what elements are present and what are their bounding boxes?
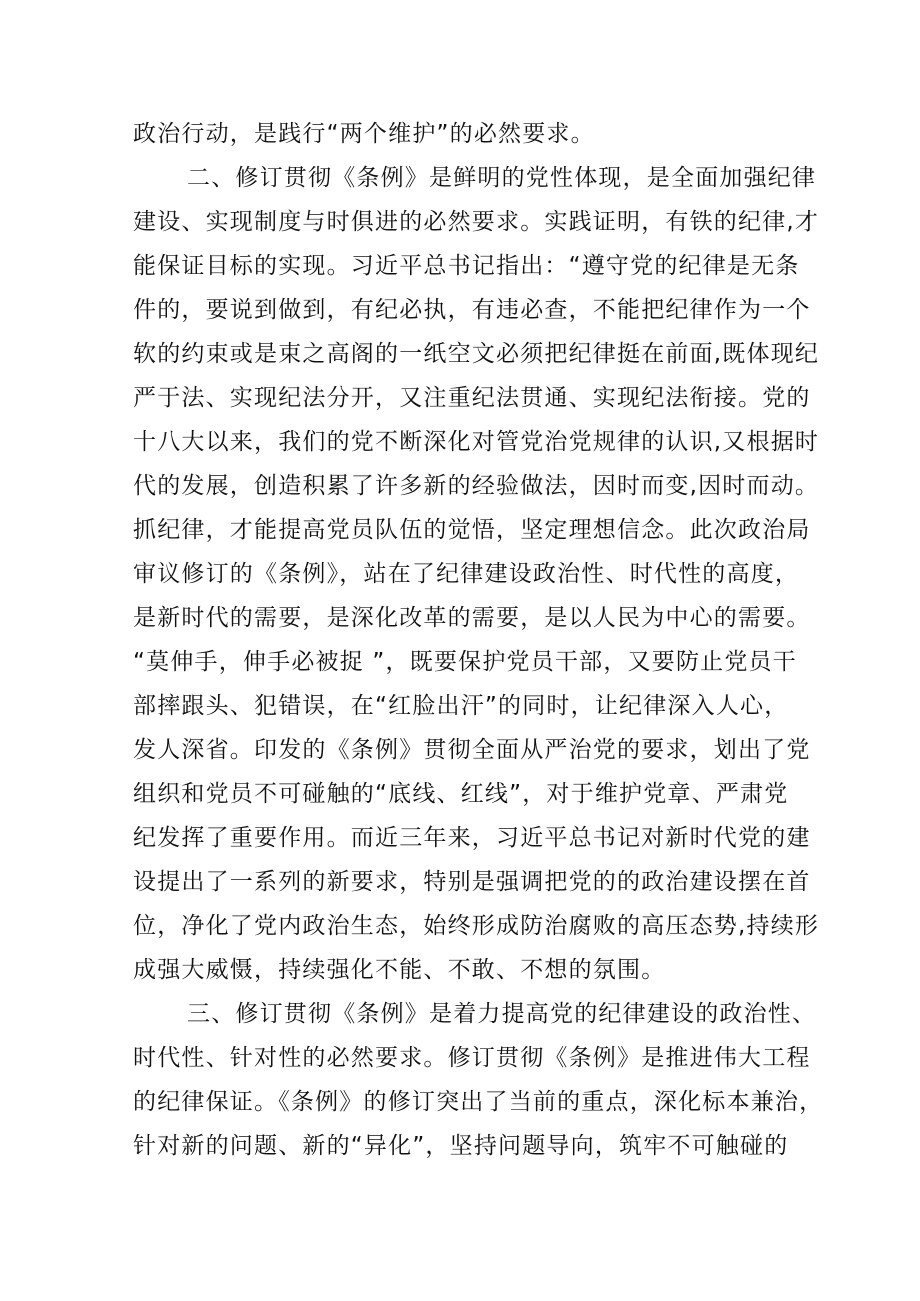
text-line: 能保证目标的实现。习近平总书记指出：“遵守党的纪律是无条 xyxy=(133,253,800,279)
text-line: 建设、实现制度与时俱进的必然要求。实践证明，有铁的纪律,才 xyxy=(133,209,820,235)
text-line: 件的，要说到做到，有纪必执，有违必查，不能把纪律作为一个 xyxy=(133,297,811,323)
paragraph-start-line: 二、修订贯彻《条例》是鲜明的党性体现，是全面加强纪律 xyxy=(187,165,817,191)
text-line: 代的发展，创造积累了许多新的经验做法，因时而变,因时而动。 xyxy=(133,473,820,499)
body-text xyxy=(133,112,824,1168)
text-line: 组织和党员不可碰触的“底线、红线”，对于维护党章、严肃党 xyxy=(133,781,789,807)
text-line: 时代性、针对性的必然要求。修订贯彻《条例》是推进伟大工程 xyxy=(133,1045,811,1071)
text-line: 审议修订的《条例》，站在了纪律建设政治性、时代性的高度， xyxy=(133,561,800,587)
text-line: 纪发挥了重要作用。而近三年来，习近平总书记对新时代党的建 xyxy=(133,825,811,851)
text-line: 抓纪律，才能提高党员队伍的觉悟，坚定理想信念。此次政治局 xyxy=(133,517,811,543)
text-line: “莫伸手，伸手必被捉 ”，既要保护党员干部，又要防止党员干 xyxy=(133,649,797,675)
text-line: 成强大威慑，持续强化不能、不敢、不想的氛围。 xyxy=(133,957,666,983)
text-line: 设提出了一系列的新要求，特别是强调把党的的政治建设摆在首 xyxy=(133,869,811,895)
text-line: 十八大以来，我们的党不断深化对管党治党规律的认识,又根据时 xyxy=(133,429,820,455)
text-line: 发人深省。印发的《条例》贯彻全面从严治党的要求，划出了党 xyxy=(133,737,811,763)
text-line: 软的约束或是束之高阁的一纸空文必须把纪律挺在前面,既体现纪 xyxy=(133,341,820,367)
text-line: 位，净化了党内政治生态，始终形成防治腐败的高压态势,持续形 xyxy=(133,913,820,939)
text-line: 政治行动，是践行“两个维护”的必然要求。 xyxy=(133,121,595,147)
paragraph-start-line: 三、修订贯彻《条例》是着力提高党的纪律建设的政治性、 xyxy=(187,1001,817,1027)
text-line: 针对新的问题、新的“异化”，坚持问题导向，筑牢不可触碰的 xyxy=(133,1133,789,1159)
text-line: 严于法、实现纪法分开，又注重纪法贯通、实现纪法衔接。党的 xyxy=(133,385,811,411)
text-line: 是新时代的需要，是深化改革的需要，是以人民为中心的需要。 xyxy=(133,605,811,631)
text-line: 的纪律保证。《条例》的修订突出了当前的重点，深化标本兼治， xyxy=(133,1089,824,1115)
text-line: 部摔跟头、犯错误，在“红脸出汗”的同时，让纪律深入人心， xyxy=(133,693,789,719)
